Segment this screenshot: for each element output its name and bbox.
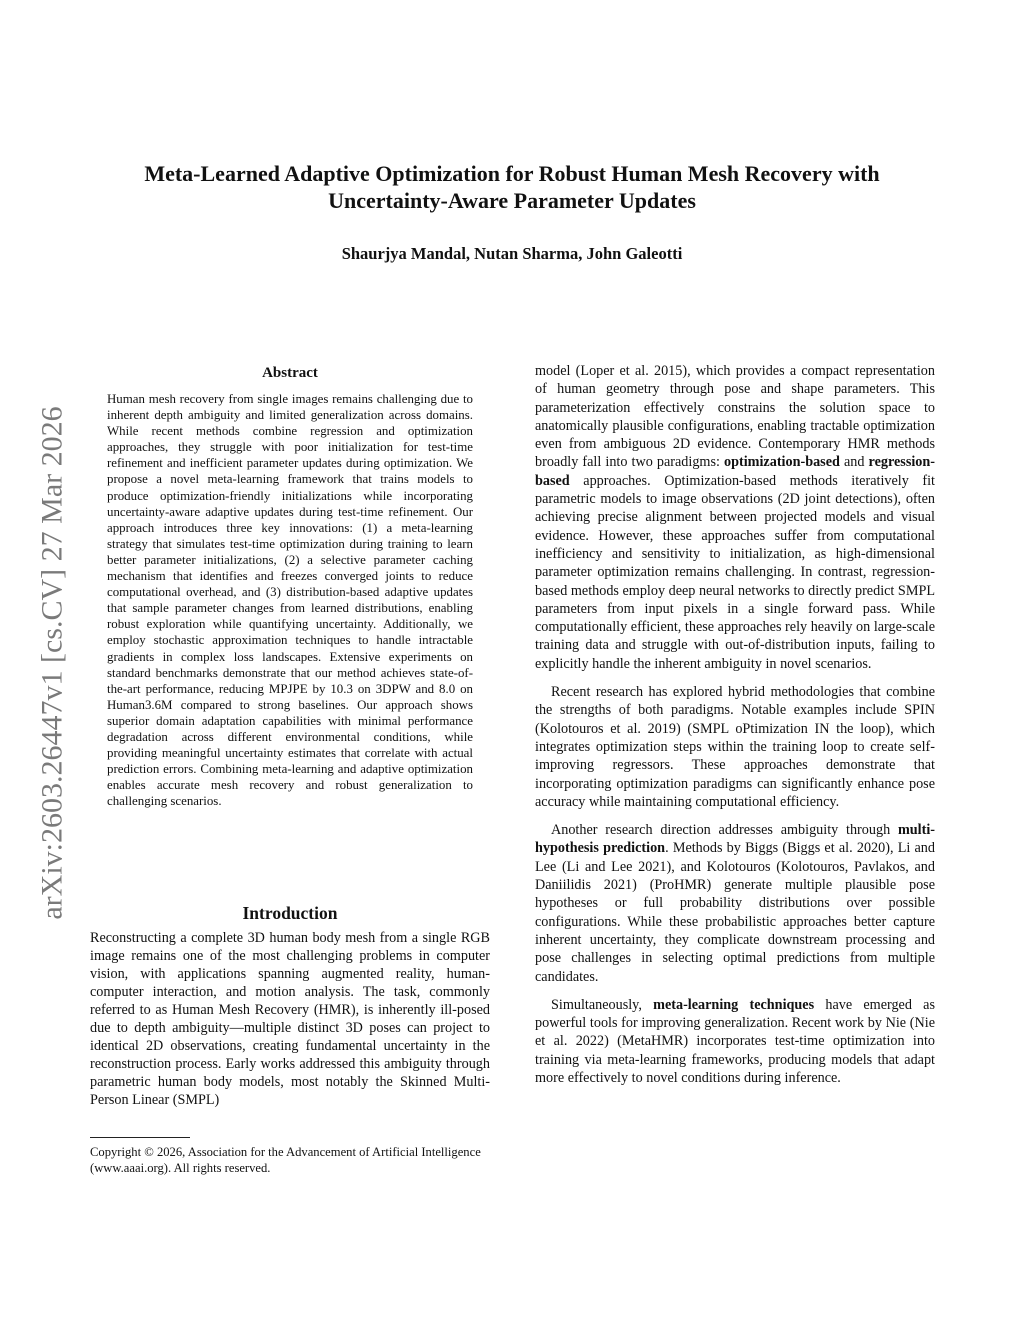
paradigms-text-a: model (Loper et al. 2015), which provides a compact representation of human geometry through pose and shape parameters. This parameterization effectively constrains the solution space to anatomically plausible configurations, enabling tractable optimization even from ambiguous 2D evidence. Contemporary HMR methods broadly fall into two paradigms: <box>535 363 935 471</box>
meta-learning-text-a: Simultaneously, <box>551 996 654 1013</box>
introduction-section <box>90 903 490 1110</box>
optimization-based-term: optimization-based <box>724 454 840 471</box>
arxiv-sidebar <box>8 368 98 958</box>
right-column <box>535 362 935 1087</box>
paragraph-multi-hypothesis <box>535 821 935 986</box>
meta-learning-text-b: have emerged as powerful tools for improving generalization. Recent work by Nie (Nie et al. 2022) (MetaHMR) incorporates test-time optimization into training via meta-learning frameworks, producing models that adapt more effectively to novel conditions during inference. <box>535 996 936 1086</box>
multi-hypothesis-term: multi-hypothesis prediction <box>535 822 935 857</box>
abstract-heading: Abstract <box>262 365 318 381</box>
paradigms-text-c: approaches. Optimization-based methods iteratively fit parametric models to image observations (2D joint detections), often achieving precise alignment between projected models and visual evidence. However, these approaches suffer from computational inefficiency and sensitivity to initialization, as high-dimensional parameter optimization remains challenging. In contrast, regression-based methods employ deep neural networks to directly predict SMPL parameters from input pixels in a single forward pass. While computationally efficient, these approaches rely heavily on large-scale training data and struggle with out-of-distribution inputs, failing to explicitly handle the inherent ambiguity in novel scenarios. <box>535 472 935 672</box>
paradigms-text-b: and <box>839 454 869 471</box>
paragraph-paradigms <box>535 362 935 673</box>
multi-hypothesis-text-b: . Methods by Biggs (Biggs et al. 2020), Li and Lee (Li and Lee 2021), and Kolotouros (Kolotouros, Pavlakos, and Daniilidis 2021) (ProHMR) generate multiple plausible pose hypotheses or full probability distributions over possible configurations. While these probabilistic approaches better capture inherent uncertainty, they complicate downstream processing and pose challenges in selecting optimal predictions from multiple candidates. <box>535 840 935 985</box>
copyright-text: Copyright © 2026, Association for the Advancement of Artificial Intelligence (www.aaai.org). All rights reserved. <box>90 1145 481 1175</box>
paragraph-meta-learning <box>535 996 935 1087</box>
author-list: Shaurjya Mandal, Nutan Sharma, John Galeotti <box>341 244 683 263</box>
meta-learning-term: meta-learning techniques <box>653 996 815 1013</box>
introduction-heading: Introduction <box>242 903 338 923</box>
paragraph-hybrid: Recent research has explored hybrid methodologies that combine the strengths of both paradigms. Notable examples include SPIN (Kolotouros et al. 2019) (SMPL oPtimization IN the loop), which integrates optimization steps within the training loop to create self-improving regressors. These approaches demonstrate that incorporating optimization paradigms can significantly enhance pose accuracy while maintaining computational efficiency. <box>535 684 935 810</box>
footnote-rule <box>90 1137 190 1138</box>
multi-hypothesis-text-a: Another research direction addresses ambiguity through <box>551 822 898 839</box>
abstract-section <box>107 365 473 809</box>
copyright-footnote <box>90 1137 490 1176</box>
paper-title: Meta-Learned Adaptive Optimization for Robust Human Mesh Recovery with Uncertainty-Aware Parameter Updates <box>144 161 880 213</box>
regression-based-term: regression-based <box>535 454 935 489</box>
arxiv-identifier: arXiv:2603.26447v1 [cs.CV] 27 Mar 2026 <box>36 406 69 920</box>
introduction-paragraph: Reconstructing a complete 3D human body mesh from a single RGB image remains one of the most challenging problems in computer vision, with applications spanning augmented reality, human-computer interaction, and motion analysis. The task, commonly referred to as Human Mesh Recovery (HMR), is inherently ill-posed due to depth ambiguity—multiple distinct 3D poses can project to identical 2D observations, creating fundamental uncertainty in the reconstruction process. Early works addressed this ambiguity through parametric human body models, most notably the Skinned Multi-Person Linear (SMPL) <box>90 930 490 1108</box>
abstract-text: Human mesh recovery from single images remains challenging due to inherent depth ambiguity and limited generalization across domains. While recent methods combine regression and optimization approaches, they struggle with poor initialization for test-time refinement and inefficient parameter updates during optimization. We propose a novel meta-learning framework that trains models to produce optimization-friendly initializations while incorporating uncertainty-aware adaptive updates during test-time refinement. Our approach introduces three key innovations: (1) a meta-learning strategy that simulates test-time optimization during training to learn better parameter initializations, (2) a selective parameter caching mechanism that identifies and freezes converged joints to reduce computational overhead, and (3) distribution-based adaptive updates that sample parameter changes from learned distributions, enabling robust exploration while quantifying uncertainty. Additionally, we employ stochastic approximation techniques to handle intractable gradients in complex loss landscapes. Extensive experiments on standard benchmarks demonstrate that our method achieves state-of-the-art performance, reducing MPJPE by 10.3 on 3DPW and 8.0 on Human3.6M compared to strong baselines. Our approach shows superior domain adaptation capabilities with minimal performance degradation across different environmental conditions, while providing meaningful uncertainty estimates that correlate with actual prediction errors. Combining meta-learning and adaptive optimization enables accurate mesh recovery and robust generalization to challenging scenarios. <box>107 392 473 809</box>
